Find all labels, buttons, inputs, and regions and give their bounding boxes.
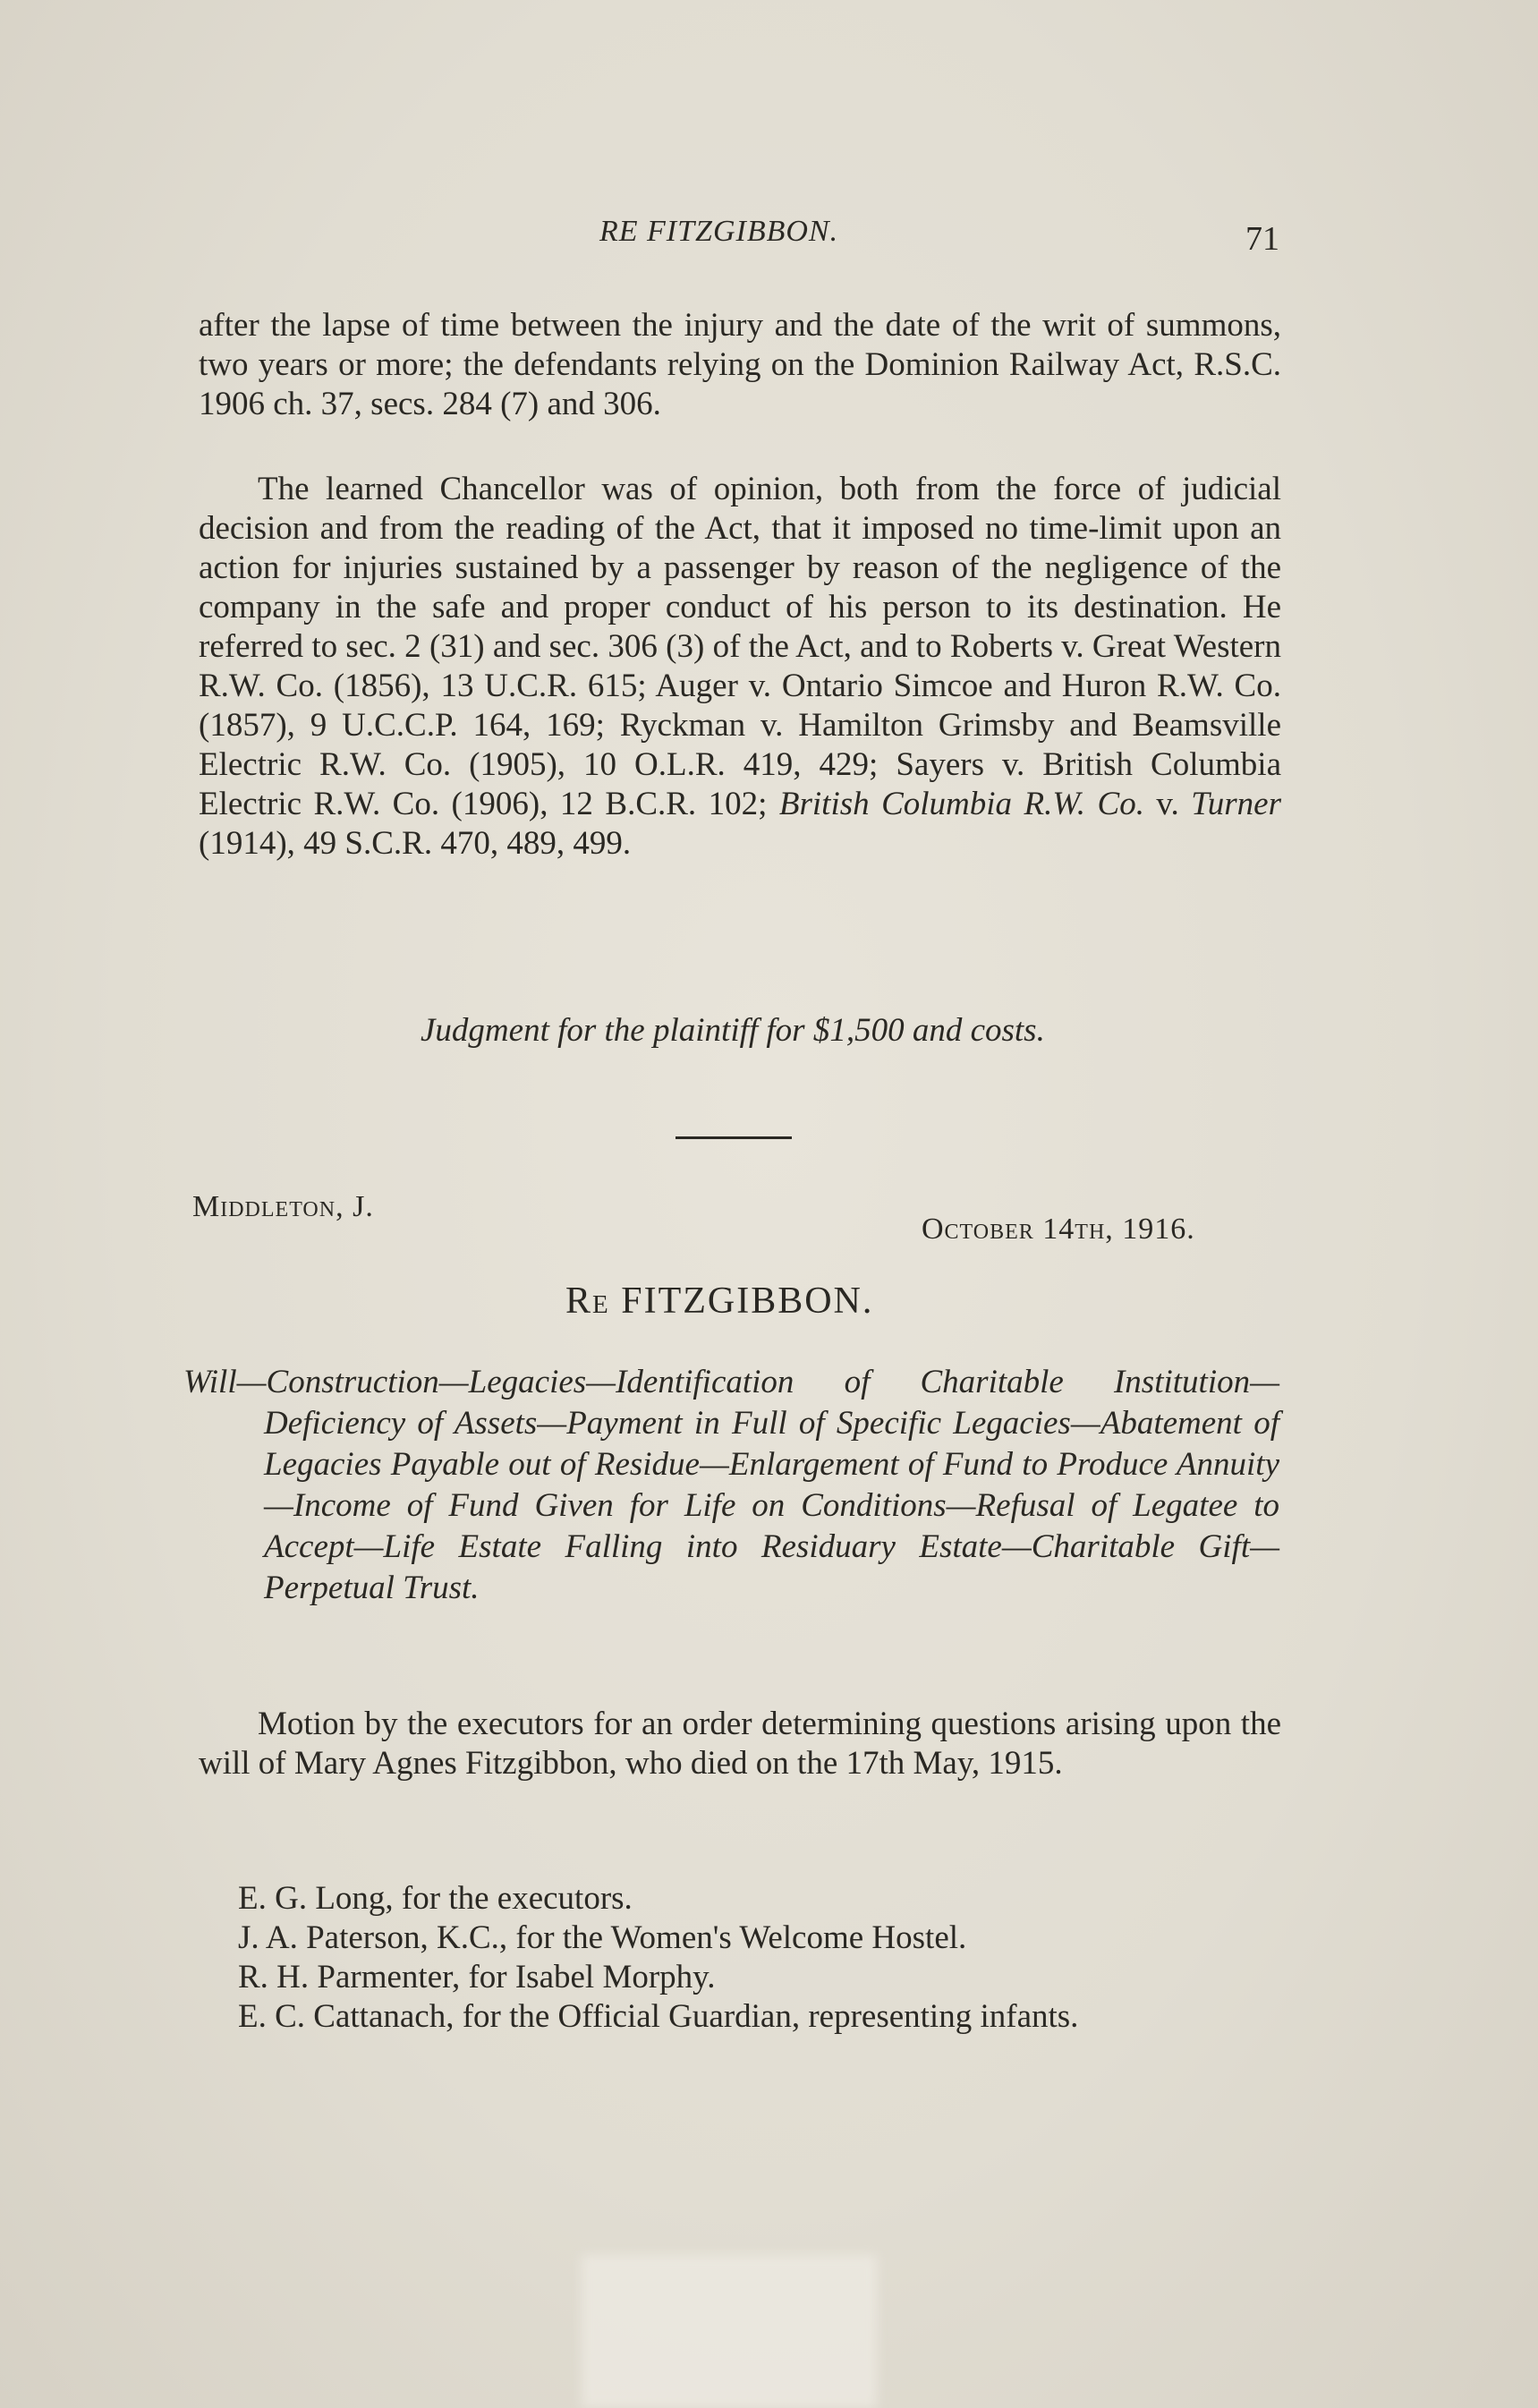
motion-paragraph <box>199 1705 1281 1783</box>
counsel-entry: J. A. Paterson, K.C., for the Women's Welcome Hostel. <box>238 1919 967 1956</box>
judge-name: Middleton, J. <box>192 1190 374 1223</box>
paper-smudge <box>582 2255 877 2408</box>
paragraph-text-part-2: (1914), 49 S.C.R. 470, 489, 499. <box>199 825 632 862</box>
counsel-entry: E. G. Long, for the executors. <box>238 1880 633 1917</box>
counsel-entry: R. H. Parmenter, for Isabel Morphy. <box>238 1959 716 1995</box>
decision-date: October 14th, 1916. <box>922 1213 1195 1246</box>
paragraph-chancellor-opinion <box>199 470 1281 864</box>
counsel-list <box>179 1879 1279 2037</box>
case-name-italic: British Columbia R.W. Co. <box>778 786 1144 822</box>
headnote: Will—Construction—Legacies—Identification of Charitable Institution—Deficiency of Assets—Payment in Full of Specific Legacies—Abatement of Legacies Payable out of Residue—Enlargement of Fund to Produce Annuity—Income of Fund Given for Life on Conditions—Refusal of Legatee to Accept—Life Estate Falling into Residuary Estate—Charitable Gift—Perpetual Trust. <box>183 1364 1279 1606</box>
paragraph-text-part-1: The learned Chancellor was of opinion, both from the force of judicial decision and from the reading of the Act, that it imposed no time-limit upon an action for injuries sustained by a passenger by reason of the negligence of the company in the safe and proper conduct of his person to its destination. He referred to sec. 2 (31) and sec. 306 (3) of the Act, and to Roberts v. Great Western R.W. Co. (1856), 13 U.C.R. 615; Auger v. Ontario Simcoe and Huron R.W. Co. (1857), 9 U.C.C.P. 164, 169; Ryckman v. Hamilton Grimsby and Beamsville Electric R.W. Co. (1905), 10 O.L.R. 419, 429; Sayers v. British Columbia Electric R.W. Co. (1906), 12 B.C.R. 102; <box>199 471 1281 822</box>
versus: v. <box>1156 786 1179 822</box>
running-title: RE FITZGIBBON. <box>599 215 839 248</box>
section-divider <box>676 1136 792 1139</box>
paragraph-text <box>199 470 1281 864</box>
paragraph-text: after the lapse of time between the injury and the date of the writ of summons, two years or more; the defendants relying on the Dominion Railway Act, R.S.C. 1906 ch. 37, secs. 284 (7) and 306. <box>199 307 1281 422</box>
paragraph-continuation <box>199 306 1281 424</box>
counsel-entry: E. C. Cattanach, for the Official Guardian, representing infants. <box>238 1998 1079 2035</box>
motion-text: Motion by the executors for an order determining questions arising upon the will of Mary Agnes Fitzgibbon, who died on the 17th May, 1915. <box>199 1706 1281 1782</box>
case-title: Re FITZGIBBON. <box>565 1281 874 1322</box>
page-number: 71 <box>1245 220 1279 258</box>
judgment-line: Judgment for the plaintiff for $1,500 and costs. <box>421 1012 1045 1049</box>
case-name-italic: Turner <box>1191 786 1282 822</box>
